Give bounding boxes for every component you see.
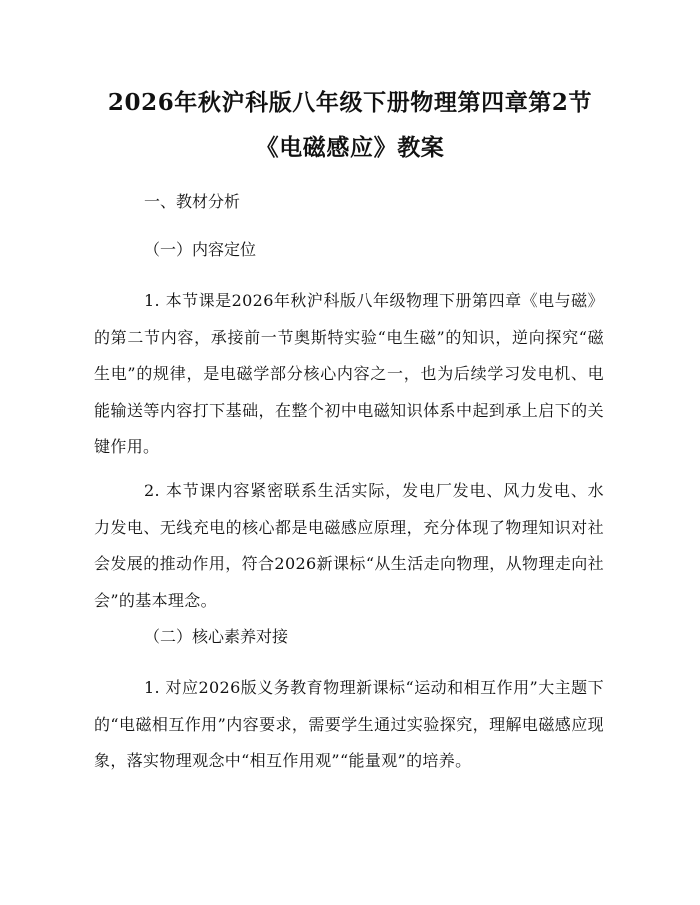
subsection-heading-core-literacy: （二）核心素养对接 [144, 627, 289, 646]
paragraph-core-literacy-1: 1. 对应2026版义务教育物理新课标“运动和相互作用”大主题下的“电磁相互作用”内容要求，需要学生通过实验探究，理解电磁感应现象，落实物理观念中“相互作用观”“能量观”的培养。 [94, 678, 604, 770]
subsection-heading-content-position: （一）内容定位 [144, 240, 257, 259]
paragraph-content-position-2: 2. 本节课内容紧密联系生活实际，发电厂发电、风力发电、水力发电、无线充电的核心都是电磁感应原理，充分体现了物理知识对社会发展的推动作用，符合2026新课标“从生活走向物理，从物理走向社会”的基本理念。 [94, 481, 604, 610]
paragraph-content-position-1: 1. 本节课是2026年秋沪科版八年级物理下册第四章《电与磁》的第二节内容，承接前一节奥斯特实验“电生磁”的知识，逆向探究“磁生电”的规律，是电磁学部分核心内容之一，也为后续学习发电机、电能输送等内容打下基础，在整个初中电磁知识体系中起到承上启下的关键作用。 [94, 291, 604, 456]
document-title: 2026年秋沪科版八年级下册物理第四章第2节《电磁感应》教案 [107, 89, 593, 161]
section-heading-textbook-analysis: 一、教材分析 [144, 192, 241, 211]
